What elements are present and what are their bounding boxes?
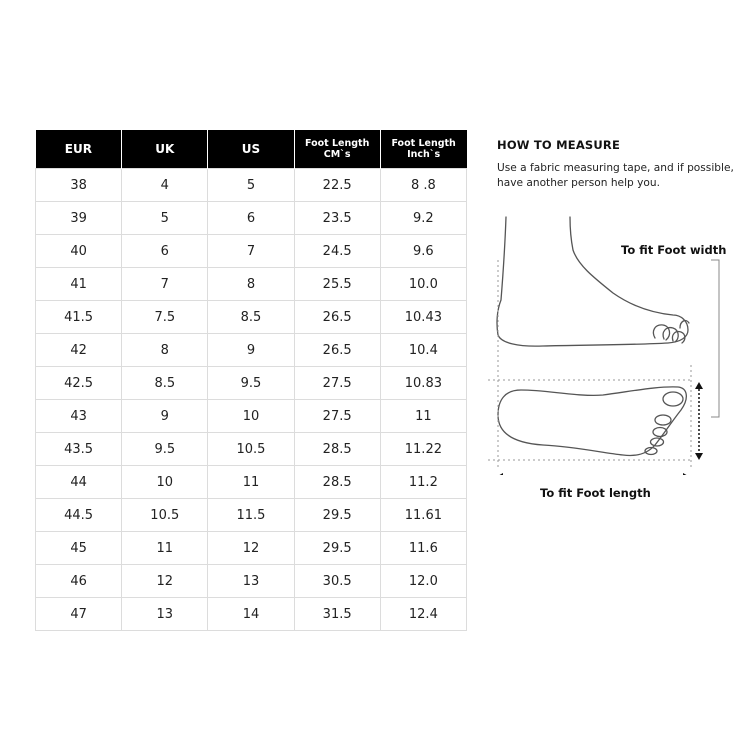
table-cell: 11 [380, 400, 466, 433]
table-row [36, 301, 467, 334]
table-cell: 22.5 [294, 169, 380, 202]
table-cell: 9 [122, 400, 208, 433]
column-header [294, 130, 380, 169]
table-cell: 6 [122, 235, 208, 268]
table-cell: 41.5 [36, 301, 122, 334]
table-row [36, 334, 467, 367]
table-cell: 44 [36, 466, 122, 499]
table-row [36, 235, 467, 268]
column-header-text: US [241, 142, 261, 156]
table-cell: 30.5 [294, 565, 380, 598]
table-cell: 8 [208, 268, 294, 301]
table-cell: 10 [208, 400, 294, 433]
table-cell: 45 [36, 532, 122, 565]
table-cell: 27.5 [294, 400, 380, 433]
table-cell: 44.5 [36, 499, 122, 532]
table-cell: 14 [208, 598, 294, 631]
table-cell: 42 [36, 334, 122, 367]
column-header [380, 130, 466, 169]
table-cell: 10.43 [380, 301, 466, 334]
table-cell: 29.5 [294, 532, 380, 565]
table-cell: 24.5 [294, 235, 380, 268]
table-cell: 43 [36, 400, 122, 433]
foot-side-view-illustration [497, 217, 689, 346]
table-cell: 29.5 [294, 499, 380, 532]
table-cell: 26.5 [294, 334, 380, 367]
foot-width-label: To fit Foot width [621, 243, 727, 257]
table-cell: 41 [36, 268, 122, 301]
table-row [36, 499, 467, 532]
size-chart-table [35, 130, 467, 631]
table-cell: 8.5 [122, 367, 208, 400]
column-header-text: UK [155, 142, 175, 156]
table-row [36, 202, 467, 235]
width-bracket-line [711, 260, 719, 417]
table-cell: 8 [122, 334, 208, 367]
foot-length-label: To fit Foot length [540, 486, 651, 500]
table-cell: 7 [122, 268, 208, 301]
table-cell: 9.6 [380, 235, 466, 268]
table-cell: 11.6 [380, 532, 466, 565]
table-cell: 10.83 [380, 367, 466, 400]
table-cell: 27.5 [294, 367, 380, 400]
table-cell: 26.5 [294, 301, 380, 334]
table-cell: 12.0 [380, 565, 466, 598]
table-cell: 10.0 [380, 268, 466, 301]
table-cell: 28.5 [294, 466, 380, 499]
table-cell: 42.5 [36, 367, 122, 400]
table-cell: 12 [122, 565, 208, 598]
table-cell: 11 [122, 532, 208, 565]
table-cell: 9 [208, 334, 294, 367]
table-cell: 7.5 [122, 301, 208, 334]
table-row [36, 268, 467, 301]
table-cell: 7 [208, 235, 294, 268]
table-cell: 9.5 [208, 367, 294, 400]
table-cell: 11.5 [208, 499, 294, 532]
table-cell: 5 [208, 169, 294, 202]
table-cell: 13 [122, 598, 208, 631]
table-cell: 8.5 [208, 301, 294, 334]
table-cell: 38 [36, 169, 122, 202]
column-header-text: Foot Length [304, 138, 370, 149]
how-to-measure-instructions: Use a fabric measuring tape, and if possible, have another person help you. [497, 162, 734, 189]
table-row [36, 466, 467, 499]
table-row [36, 367, 467, 400]
table-cell: 8 .8 [380, 169, 466, 202]
table-cell: 10.4 [380, 334, 466, 367]
column-header-text: Foot Length [391, 138, 456, 149]
table-cell: 25.5 [294, 268, 380, 301]
table-row [36, 169, 467, 202]
table-row [36, 433, 467, 466]
column-header-text: CM`s [323, 149, 351, 160]
table-cell: 23.5 [294, 202, 380, 235]
table-header-row [36, 130, 467, 169]
table-cell: 9.2 [380, 202, 466, 235]
table-cell: 5 [122, 202, 208, 235]
table-cell: 10 [122, 466, 208, 499]
table-cell: 43.5 [36, 433, 122, 466]
column-header-text: EUR [64, 142, 92, 156]
table-cell: 13 [208, 565, 294, 598]
table-row [36, 598, 467, 631]
how-to-measure-section [497, 138, 737, 191]
table-cell: 10.5 [122, 499, 208, 532]
table-cell: 28.5 [294, 433, 380, 466]
column-header [36, 130, 122, 169]
table-cell: 39 [36, 202, 122, 235]
table-cell: 47 [36, 598, 122, 631]
table-cell: 11.2 [380, 466, 466, 499]
table-cell: 31.5 [294, 598, 380, 631]
table-cell: 11.22 [380, 433, 466, 466]
table-body [36, 169, 467, 631]
foot-top-view-illustration [498, 387, 686, 456]
table-cell: 12.4 [380, 598, 466, 631]
how-to-measure-title: HOW TO MEASURE [497, 138, 621, 152]
length-arrow-icon [496, 473, 690, 475]
table-row [36, 565, 467, 598]
table-row [36, 400, 467, 433]
table-cell: 10.5 [208, 433, 294, 466]
table-cell: 46 [36, 565, 122, 598]
table-cell: 4 [122, 169, 208, 202]
column-header [122, 130, 208, 169]
table-cell: 11.61 [380, 499, 466, 532]
table-cell: 40 [36, 235, 122, 268]
column-header [208, 130, 294, 169]
table-cell: 11 [208, 466, 294, 499]
column-header-text: Inch`s [407, 149, 441, 160]
table-cell: 12 [208, 532, 294, 565]
table-row [36, 532, 467, 565]
table-cell: 6 [208, 202, 294, 235]
width-arrow-icon [695, 382, 703, 460]
table-cell: 9.5 [122, 433, 208, 466]
